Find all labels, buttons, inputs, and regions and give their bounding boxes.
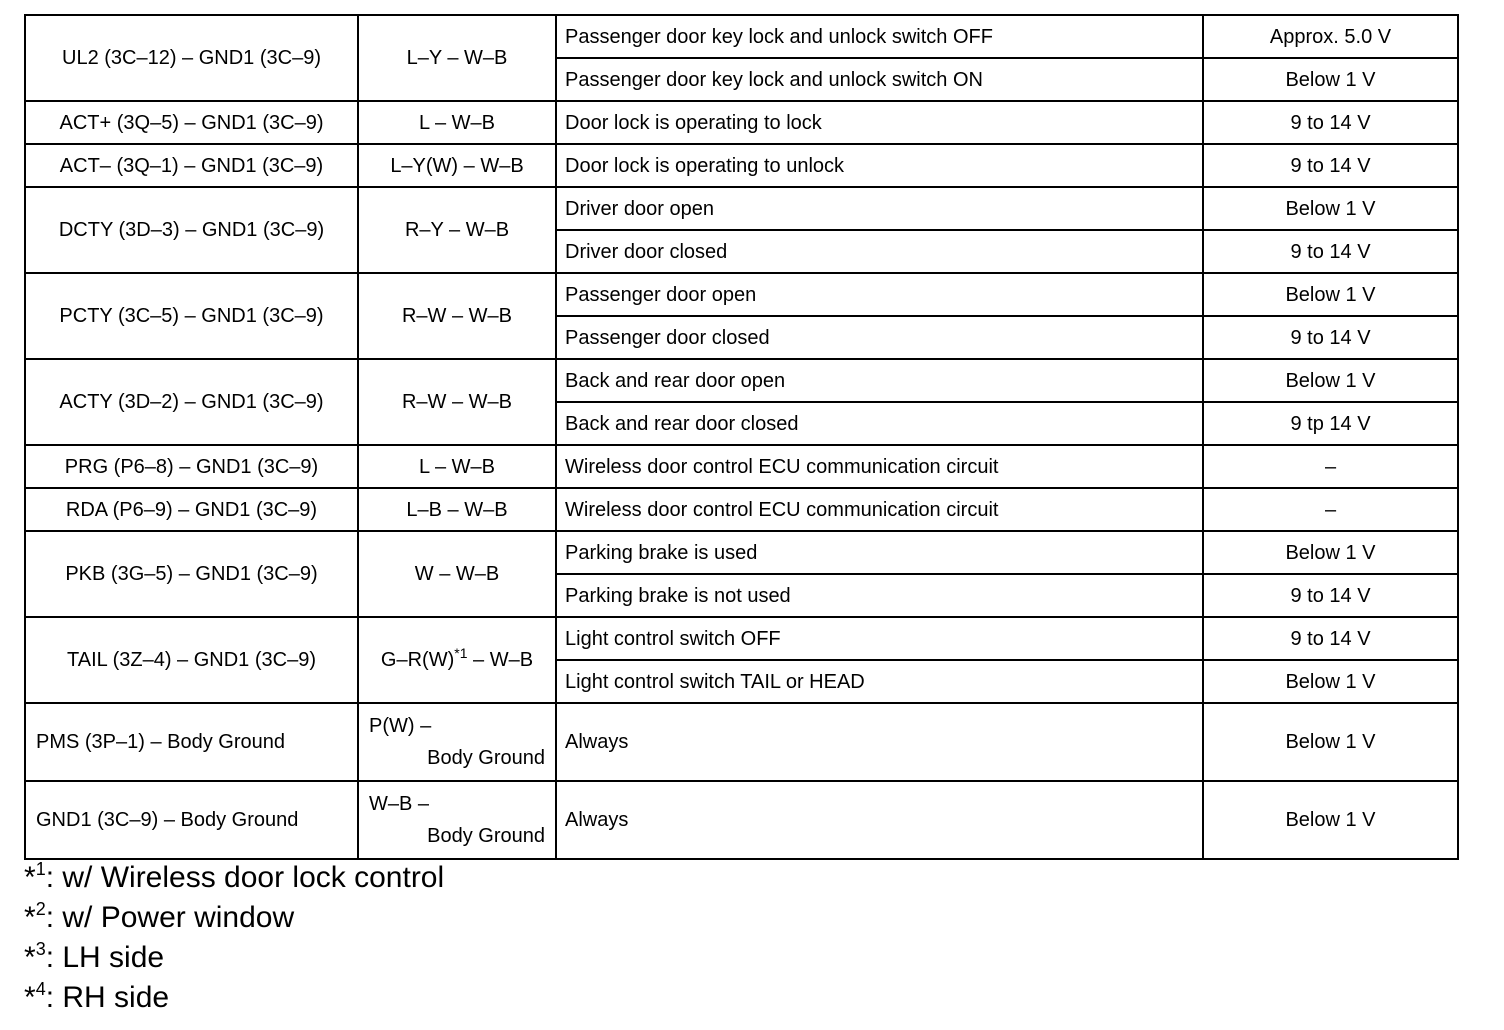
spec-cell: Below 1 V bbox=[1203, 703, 1458, 781]
spec-cell: Below 1 V bbox=[1203, 660, 1458, 703]
table-row bbox=[25, 617, 1458, 660]
condition-cell: Parking brake is not used bbox=[556, 574, 1203, 617]
wiring-color-cell bbox=[358, 781, 556, 859]
spec-cell: Below 1 V bbox=[1203, 273, 1458, 316]
wiring-color-cell: W – W–B bbox=[358, 531, 556, 617]
spec-cell: 9 to 14 V bbox=[1203, 144, 1458, 187]
condition-cell: Light control switch OFF bbox=[556, 617, 1203, 660]
footnote bbox=[24, 938, 444, 978]
spec-cell: Below 1 V bbox=[1203, 531, 1458, 574]
footnote bbox=[24, 898, 444, 938]
spec-cell: Below 1 V bbox=[1203, 58, 1458, 101]
wiring-color-cell: L – W–B bbox=[358, 101, 556, 144]
wiring-color-cell bbox=[358, 617, 556, 703]
wiring-color-line: Body Ground bbox=[427, 825, 545, 847]
footnote bbox=[24, 858, 444, 898]
table-row bbox=[25, 359, 1458, 402]
spec-cell: – bbox=[1203, 488, 1458, 531]
wiring-color-cell: L – W–B bbox=[358, 445, 556, 488]
footnote-mark: * bbox=[24, 901, 36, 934]
terminal-cell: RDA (P6–9) – GND1 (3C–9) bbox=[25, 488, 358, 531]
terminal-cell: ACTY (3D–2) – GND1 (3C–9) bbox=[25, 359, 358, 445]
table-row bbox=[25, 15, 1458, 58]
footnote-text: : w/ Wireless door lock control bbox=[45, 861, 445, 894]
wiring-color-text: – W–B bbox=[467, 649, 534, 671]
wiring-color-cell: R–W – W–B bbox=[358, 273, 556, 359]
terminal-cell: PKB (3G–5) – GND1 (3C–9) bbox=[25, 531, 358, 617]
condition-cell: Door lock is operating to unlock bbox=[556, 144, 1203, 187]
footnote-number: 3 bbox=[35, 939, 46, 959]
footnote-number: 4 bbox=[35, 979, 46, 999]
spec-cell: 9 to 14 V bbox=[1203, 574, 1458, 617]
condition-cell: Passenger door key lock and unlock switch ON bbox=[556, 58, 1203, 101]
footnote-text: : RH side bbox=[45, 981, 170, 1014]
condition-cell: Light control switch TAIL or HEAD bbox=[556, 660, 1203, 703]
wiring-color-cell: R–W – W–B bbox=[358, 359, 556, 445]
wiring-color-line: W–B – bbox=[369, 793, 430, 815]
table-row bbox=[25, 781, 1458, 859]
wiring-color-text: G–R(W) bbox=[380, 649, 455, 671]
footnote-text: : w/ Power window bbox=[45, 901, 295, 934]
footnote-mark: * bbox=[24, 981, 36, 1014]
terminal-cell: UL2 (3C–12) – GND1 (3C–9) bbox=[25, 15, 358, 101]
condition-cell: Driver door closed bbox=[556, 230, 1203, 273]
table-row bbox=[25, 488, 1458, 531]
table-row bbox=[25, 445, 1458, 488]
condition-cell: Wireless door control ECU communication circuit bbox=[556, 488, 1203, 531]
condition-cell: Wireless door control ECU communication circuit bbox=[556, 445, 1203, 488]
table-row bbox=[25, 144, 1458, 187]
terminal-cell: PRG (P6–8) – GND1 (3C–9) bbox=[25, 445, 358, 488]
terminal-cell: DCTY (3D–3) – GND1 (3C–9) bbox=[25, 187, 358, 273]
wiring-color-line: P(W) – bbox=[369, 715, 432, 737]
terminal-cell: TAIL (3Z–4) – GND1 (3C–9) bbox=[25, 617, 358, 703]
spec-cell: 9 to 14 V bbox=[1203, 316, 1458, 359]
spec-cell: 9 to 14 V bbox=[1203, 230, 1458, 273]
spec-cell: 9 to 14 V bbox=[1203, 617, 1458, 660]
spec-cell: Below 1 V bbox=[1203, 187, 1458, 230]
spec-cell: – bbox=[1203, 445, 1458, 488]
wiring-color-cell: L–Y(W) – W–B bbox=[358, 144, 556, 187]
wiring-color-cell bbox=[358, 703, 556, 781]
footnotes bbox=[24, 858, 444, 1018]
terminal-cell: ACT+ (3Q–5) – GND1 (3C–9) bbox=[25, 101, 358, 144]
condition-cell: Passenger door key lock and unlock switch OFF bbox=[556, 15, 1203, 58]
condition-cell: Always bbox=[556, 781, 1203, 859]
table-row bbox=[25, 531, 1458, 574]
condition-cell: Passenger door closed bbox=[556, 316, 1203, 359]
table-row bbox=[25, 187, 1458, 230]
spec-cell: 9 tp 14 V bbox=[1203, 402, 1458, 445]
condition-cell: Passenger door open bbox=[556, 273, 1203, 316]
wiring-color-cell: L–Y – W–B bbox=[358, 15, 556, 101]
condition-cell: Back and rear door open bbox=[556, 359, 1203, 402]
condition-cell: Door lock is operating to lock bbox=[556, 101, 1203, 144]
terminal-cell: ACT– (3Q–1) – GND1 (3C–9) bbox=[25, 144, 358, 187]
spec-cell: 9 to 14 V bbox=[1203, 101, 1458, 144]
terminal-cell: PMS (3P–1) – Body Ground bbox=[25, 703, 358, 781]
terminal-cell: PCTY (3C–5) – GND1 (3C–9) bbox=[25, 273, 358, 359]
footnote bbox=[24, 978, 444, 1018]
footnote-mark: * bbox=[24, 941, 36, 974]
footnote-ref: *1 bbox=[454, 645, 468, 661]
wiring-color-cell: L–B – W–B bbox=[358, 488, 556, 531]
condition-cell: Parking brake is used bbox=[556, 531, 1203, 574]
spec-cell: Below 1 V bbox=[1203, 359, 1458, 402]
footnote-number: 1 bbox=[35, 859, 46, 879]
wiring-color-cell: R–Y – W–B bbox=[358, 187, 556, 273]
condition-cell: Back and rear door closed bbox=[556, 402, 1203, 445]
terminal-voltage-table bbox=[24, 14, 1459, 860]
footnote-mark: * bbox=[24, 861, 36, 894]
footnote-text: : LH side bbox=[45, 941, 165, 974]
spec-cell: Approx. 5.0 V bbox=[1203, 15, 1458, 58]
spec-cell: Below 1 V bbox=[1203, 781, 1458, 859]
table-row bbox=[25, 273, 1458, 316]
table-row bbox=[25, 703, 1458, 781]
condition-cell: Driver door open bbox=[556, 187, 1203, 230]
footnote-number: 2 bbox=[35, 899, 46, 919]
wiring-color-line: Body Ground bbox=[427, 747, 545, 769]
table-row bbox=[25, 101, 1458, 144]
condition-cell: Always bbox=[556, 703, 1203, 781]
terminal-cell: GND1 (3C–9) – Body Ground bbox=[25, 781, 358, 859]
